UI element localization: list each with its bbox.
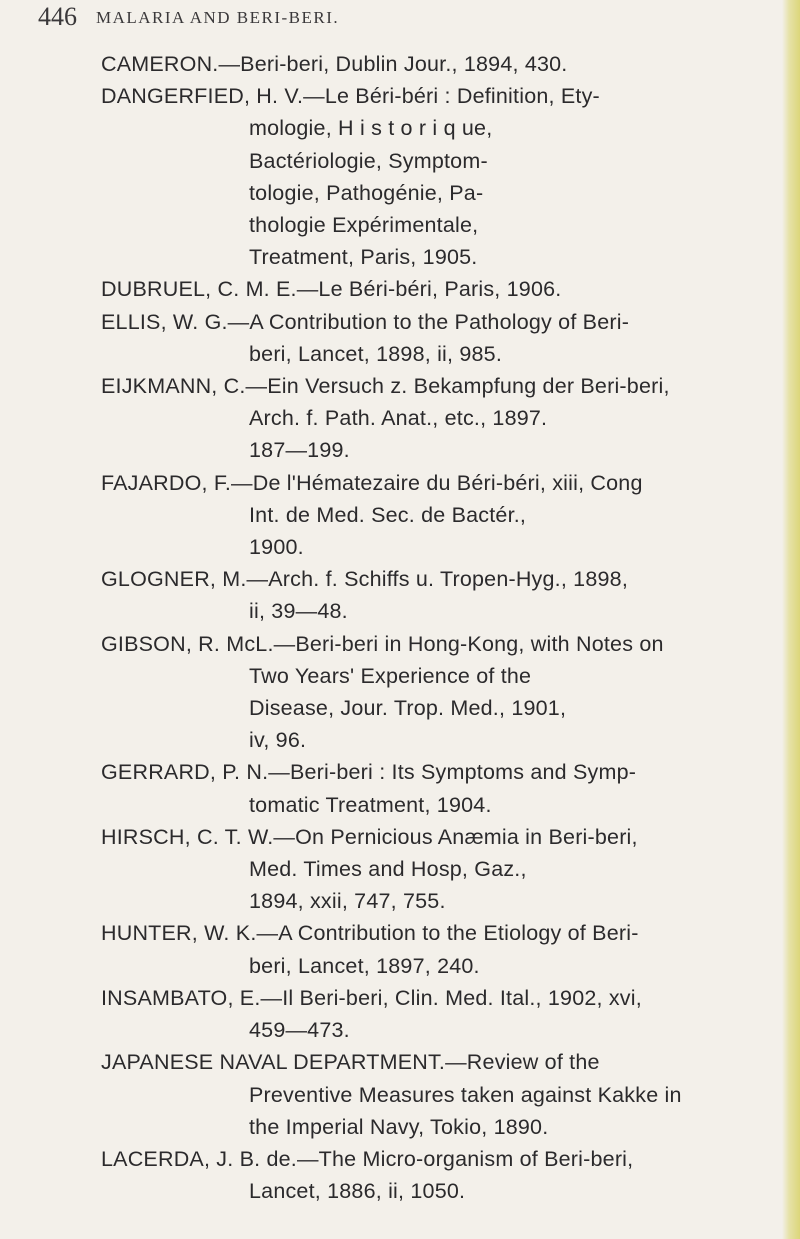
entry-continuation-line: beri, Lancet, 1897, 240. [249, 953, 480, 978]
entry-first-line: EIJKMANN, C.—Ein Versuch z. Bekampfung der Beri-beri, [101, 374, 670, 399]
entry-first-line: DANGERFIED, H. V.—Le Béri-béri : Definition, Ety- [101, 84, 600, 109]
bibliography-entry [101, 273, 751, 305]
entry-first-line: GLOGNER, M.—Arch. f. Schiffs u. Tropen-Hyg., 1898, [101, 567, 628, 592]
entry-first-line: JAPANESE NAVAL DEPARTMENT.—Review of the [101, 1050, 600, 1075]
entry-continuation-line: mologie, H i s t o r i q ue, [249, 116, 493, 141]
entry-continuation-line: Bactériologie, Symptom- [249, 148, 488, 173]
page-edge [782, 0, 800, 1239]
entry-continuation-line: thologie Expérimentale, [249, 213, 479, 238]
entry-first-line: DUBRUEL, C. M. E.—Le Béri-béri, Paris, 1906. [101, 277, 562, 302]
entry-first-line: GERRARD, P. N.—Beri-beri : Its Symptoms and Symp- [101, 760, 637, 785]
entry-continuation-line: Lancet, 1886, ii, 1050. [249, 1179, 466, 1204]
entry-first-line: GIBSON, R. McL.—Beri-beri in Hong-Kong, with Notes on [101, 631, 664, 656]
entry-continuation-line: ii, 39—48. [249, 599, 348, 624]
entry-continuation-line: iv, 96. [249, 728, 307, 753]
entry-continuation-line: 1900. [249, 535, 304, 560]
entry-continuation-line: 1894, xxii, 747, 755. [249, 889, 446, 914]
entry-continuation-line: Treatment, Paris, 1905. [249, 245, 478, 270]
bibliography-entry [101, 628, 751, 757]
bibliography-entry [101, 370, 751, 467]
entry-continuation-line: Arch. f. Path. Anat., etc., 1897. [249, 406, 548, 431]
running-head [38, 2, 738, 30]
bibliography-entry [101, 563, 751, 627]
entry-first-line: FAJARDO, F.—De l'Hématezaire du Béri-béri, xiii, Cong [101, 470, 643, 495]
bibliography-entry [101, 1143, 751, 1207]
bibliography-entry [101, 467, 751, 564]
entry-first-line: CAMERON.—Beri-beri, Dublin Jour., 1894, 430. [101, 52, 568, 76]
entry-continuation-line: tomatic Treatment, 1904. [249, 792, 492, 817]
entry-continuation-line: Int. de Med. Sec. de Bactér., [249, 502, 527, 527]
page-number: 446 [38, 2, 77, 31]
entry-continuation-line: 459—473. [249, 1018, 350, 1043]
entry-continuation-line: the Imperial Navy, Tokio, 1890. [249, 1114, 549, 1139]
entry-continuation-line: tologie, Pathogénie, Pa- [249, 180, 484, 205]
bibliography-entry [101, 917, 751, 981]
entry-continuation-line: 187—199. [249, 438, 350, 463]
bibliography-entry [101, 756, 751, 820]
entry-continuation-line: Disease, Jour. Trop. Med., 1901, [249, 696, 567, 721]
entry-first-line: ELLIS, W. G.—A Contribution to the Pathology of Beri- [101, 309, 630, 334]
entry-continuation-line: beri, Lancet, 1898, ii, 985. [249, 341, 503, 366]
bibliography-entry [101, 306, 751, 370]
bibliography-list [101, 48, 751, 1207]
bibliography-entry [101, 80, 751, 273]
entry-continuation-line: Med. Times and Hosp, Gaz., [249, 857, 527, 882]
entry-continuation-line: Preventive Measures taken against Kakke in [249, 1082, 682, 1107]
entry-first-line: HUNTER, W. K.—A Contribution to the Etiology of Beri- [101, 921, 639, 946]
bibliography-entry [101, 821, 751, 918]
entry-continuation-line: Two Years' Experience of the [249, 663, 532, 688]
bibliography-entry [101, 48, 751, 80]
bibliography-entry [101, 1046, 751, 1143]
entry-first-line: LACERDA, J. B. de.—The Micro-organism of Beri-beri, [101, 1146, 634, 1171]
entry-first-line: HIRSCH, C. T. W.—On Pernicious Anæmia in Beri-beri, [101, 824, 638, 849]
running-title: MALARIA AND BERI-BERI. [96, 8, 340, 27]
bibliography-entry [101, 982, 751, 1046]
entry-first-line: INSAMBATO, E.—Il Beri-beri, Clin. Med. Ital., 1902, xvi, [101, 985, 642, 1010]
